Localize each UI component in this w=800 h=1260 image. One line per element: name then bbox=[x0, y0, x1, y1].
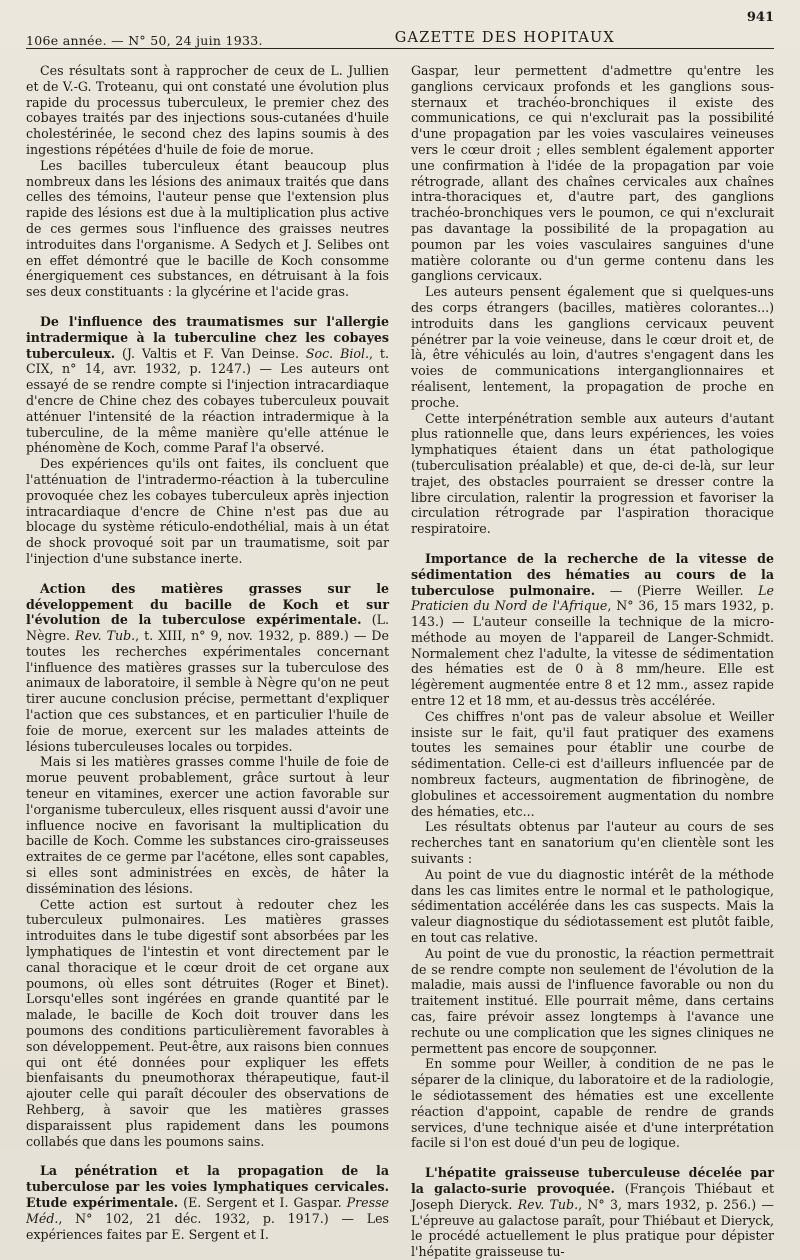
article-heading bbox=[26, 581, 389, 755]
article-citation: (François Thiébaut et Joseph Dieryck. Rev. Tub., N° 3, mars 1932, p. 256.) — bbox=[411, 1180, 775, 1212]
paragraph: En somme pour Weiller, à condition de ne pas le séparer de la clinique, du laboratoire et de la radiologie, le sédiotassement des hématies est une excellente réaction d'appoint, capable de rendre de grands services, d'une technique aisée et d'une interprétation facile si l'on est doué d'un peu de logique. bbox=[411, 1056, 774, 1151]
paragraph: Les bacilles tuberculeux étant beaucoup plus nombreux dans les lésions des animaux traités que dans celles des témoins, l'auteur pense que l'extension plus rapide des lésions est due à la multiplication plus active de ces germes sous l'influence des graisses neutres introduites dans l'organisme. A Sedych et J. Selibes ont en effet démontré que le bacille de Koch consomme énergiquement ces substances, en détruisant à la fois ses deux constituants : la glycérine et l'acide gras. bbox=[26, 157, 389, 300]
article-matieres-grasses bbox=[26, 581, 389, 1150]
article-voies-lymphatiques bbox=[26, 1163, 389, 1242]
paragraph: Les expériences faites par E. Sergent et I. bbox=[26, 1210, 389, 1242]
paragraph: Cette action est surtout à redouter chez les tuberculeux pulmonaires. Les matières grasses introduites dans le tube digestif sont absorbées par les lymphatiques de l'intestin et vont directement par le canal thoracique et le cœur droit de cet organe aux poumons, où elles sont détruites (Roger et Binet). Lorsqu'elles sont ingérées en grande quantité par le malade, le bacille de Koch doit trouver dans les poumons des conditions particulièrement favorables à son développement. Peut-être, aux raisons bien connues qui ont été données pour expliquer les effets bienfaisants du pneumothorax thérapeutique, faut-il ajouter celle qui paraît découler des observations de Rehberg, à savoir que les matières grasses disparaissent plus rapidement dans les poumons collabés que dans les poumons sains. bbox=[26, 896, 389, 1149]
article-heading bbox=[411, 551, 774, 709]
article-heading bbox=[411, 1165, 774, 1260]
paragraph: Les résultats obtenus par l'auteur au cours de ses recherches tant en sanatorium qu'en clientèle sont les suivants : bbox=[411, 819, 774, 867]
paragraph: Au point de vue du diagnostic intérêt de la méthode dans les cas limites entre le normal et le pathologique, sédimentation accélérée dans les cas suspects. Mais la valeur diagnostique du sédiotassement est plutôt faible, en tout cas relative. bbox=[411, 866, 774, 946]
paragraph: Gaspar, leur permettent d'admettre qu'entre les ganglions cervicaux profonds et les ganglions sous-sternaux et trachéo-bronchiques il existe des communications, ce qui n'exclurait pas la possibilité d'une propagation par les voies vasculaires veineuses vers le cœur droit ; elles semblent également apporter une confirmation à l'idée de la propagation par voie rétrograde, allant des chaînes cervicales aux chaînes intra-thoraciques et, d'autre part, des ganglions trachéo-bronchiques vers le poumon, ce qui n'exclurait pas davantage la possibilité de la propagation au poumon par les voies vasculaires sanguines d'une matière colorante ou d'un germe contenu dans les ganglions cervicaux. bbox=[411, 63, 774, 284]
left-column bbox=[26, 63, 389, 1260]
article-title: De l'influence des traumatismes sur l'allergie intradermique à la tuberculine chez les cobayes tuberculeux. bbox=[26, 313, 389, 361]
text-columns bbox=[26, 63, 774, 1260]
journal-title: GAZETTE DES HOPITAUX bbox=[394, 30, 615, 46]
article-title: La pénétration et la propagation de la tuberculose par les voies lymphatiques cervicales. Etude expérimentale. bbox=[26, 1163, 389, 1210]
paragraph: L'épreuve au galactose paraît, pour Thiébaut et Dieryck, le procédé actuellement le plus pratique pour dépister l'hépatite graisseuse tu- bbox=[411, 1212, 774, 1260]
paragraph: Cette interpénétration semble aux auteurs d'autant plus rationnelle que, dans leurs expériences, les voies lymphatiques étaient dans un état pathologique (tuberculisation préalable) et que, de-ci de-là, sur leur trajet, des obstacles pourraient se dresser contre la libre circulation, ralentir la progression et favoriser la circulation rétrograde par l'aspiration thoracique respiratoire. bbox=[411, 410, 774, 537]
article-heading bbox=[26, 1163, 389, 1242]
paragraph: Ces résultats sont à rapprocher de ceux de L. Jullien et de V.-G. Troteanu, qui ont constaté une évolution plus rapide du processus tuberculeux, le premier chez des cobayes traités par des injections sous-cutanées d'huile cholestérinée, le second chez des lapins soumis à des ingestions répétées d'huile de foie de morue. bbox=[26, 63, 389, 157]
article-citation: (E. Sergent et I. Gaspar. Presse Méd., N° 102, 21 déc. 1932, p. 1917.) — bbox=[26, 1194, 389, 1226]
page-number: 941 bbox=[746, 10, 774, 25]
intro-section bbox=[26, 63, 389, 300]
continued-section bbox=[411, 63, 774, 537]
paragraph: Ces chiffres n'ont pas de valeur absolue et Weiller insiste sur le fait, qu'il faut pratiquer des examens toutes les semaines pour établir une courbe de sédimentation. Celle-ci est d'ailleurs influencée par de nombreux facteurs, augmentation de fibrinogène, de globulines et accessoirement augmentation du nombre des hématies, etc... bbox=[411, 708, 774, 819]
article-title: Importance de la recherche de la vitesse de sédimentation des hématies au cours de la tuberculose pulmonaire. bbox=[411, 550, 774, 598]
article-hepatite bbox=[411, 1165, 774, 1260]
article-citation: (L. Nègre. Rev. Tub., t. XIII, n° 9, nov. 1932, p. 889.) — bbox=[26, 612, 389, 644]
paragraph: Les auteurs pensent également que si quelques-uns des corps étrangers (bacilles, matières colorantes...) introduits dans les ganglions cervicaux peuvent pénétrer par la voie veineuse, dans le cœur droit et, de là, être véhiculés au loin, d'autres s'engagent dans les voies de communications interganglionnaires et réalisent, lentement, la propagation de proche en proche. bbox=[411, 284, 774, 410]
paragraph: Des expériences qu'ils ont faites, ils concluent que l'atténuation de l'intradermo-réaction à la tuberculine provoquée chez les cobayes tuberculeux après injection intracardiaque d'encre de Chine n'est pas due au blocage du système réticulo-endothélial, mais à un état de shock provoqué soit par un traumatisme, soit par l'injection d'une substance inerte. bbox=[26, 456, 389, 566]
article-sedimentation bbox=[411, 551, 774, 1151]
article-citation: (J. Valtis et F. Van Deinse. Soc. Biol., t. CIX, n° 14, avr. 1932, p. 1247.) — bbox=[26, 345, 389, 377]
paragraph: De toutes les recherches expérimentales concernant l'influence des matières grasses sur la tuberculose des animaux de laboratoire, il semble à Nègre qu'on ne peut tirer aucune conclusion précise, permettant d'expliquer l'action que ces substances, et en particulier l'huile de foie de morue, exercent sur les malades atteints de lésions tuberculeuses locales ou torpides. bbox=[26, 628, 389, 754]
article-heading bbox=[26, 314, 389, 456]
paragraph: Au point de vue du pronostic, la réaction permettrait de se rendre compte non seulement de l'évolution de la maladie, mais aussi de l'influence favorable ou non du traitement institué. Elle pourrait même, dans certains cas, faire prévoir assez longtemps à l'avance une rechute ou une complication que les signes cliniques ne permettent pas encore de soupçonner. bbox=[411, 945, 774, 1056]
running-header bbox=[26, 8, 774, 49]
paragraph: Mais si les matières grasses comme l'huile de foie de morue peuvent probablement, grâce surtout à leur teneur en vitamines, exercer une action favorable sur l'organisme tuberculeux, elles risquent aussi d'avoir une influence nocive en favorisant la multiplication du bacille de Koch. Comme les substances ciro-graisseuses extraites de ce germe par l'acétone, elles sont capables, si elles sont administrées en excès, de hâter la dissémination des lésions. bbox=[26, 754, 389, 896]
article-traumatismes bbox=[26, 314, 389, 567]
paragraph: Les auteurs ont essayé de se rendre compte si l'injection intracardiaque d'encre de Chine chez des cobayes tuberculeux pouvait atténuer l'intensité de la réaction intradermique à la tuberculine, de la même manière qu'elle atténue le phénomène de Koch, comme Paraf l'a observé. bbox=[26, 361, 389, 456]
right-column bbox=[411, 63, 774, 1260]
article-title: Action des matières grasses sur le développement du bacille de Koch et sur l'évolution de la tuberculose expérimentale. bbox=[26, 580, 389, 628]
paragraph: L'auteur conseille la technique de la micro-méthode au moyen de l'appareil de Langer-Schmidt. Normalement chez l'adulte, la vitesse de sédimentation des hématies est de 0 à 8 mm/heure. Elle est légèrement augmentée entre 8 et 12 mm., assez rapide entre 12 et 18 mm, et au-dessus très accélérée. bbox=[411, 614, 774, 709]
issue-info: 106e année. — N° 50, 24 juin 1933. bbox=[26, 33, 263, 48]
article-citation: — (Pierre Weiller. Le Praticien du Nord de l'Afrique, N° 36, 15 mars 1932, p. 143.) — bbox=[411, 582, 774, 630]
article-title: L'hépatite graisseuse tuberculeuse décelée par la galacto-surie provoquée. bbox=[411, 1165, 774, 1196]
